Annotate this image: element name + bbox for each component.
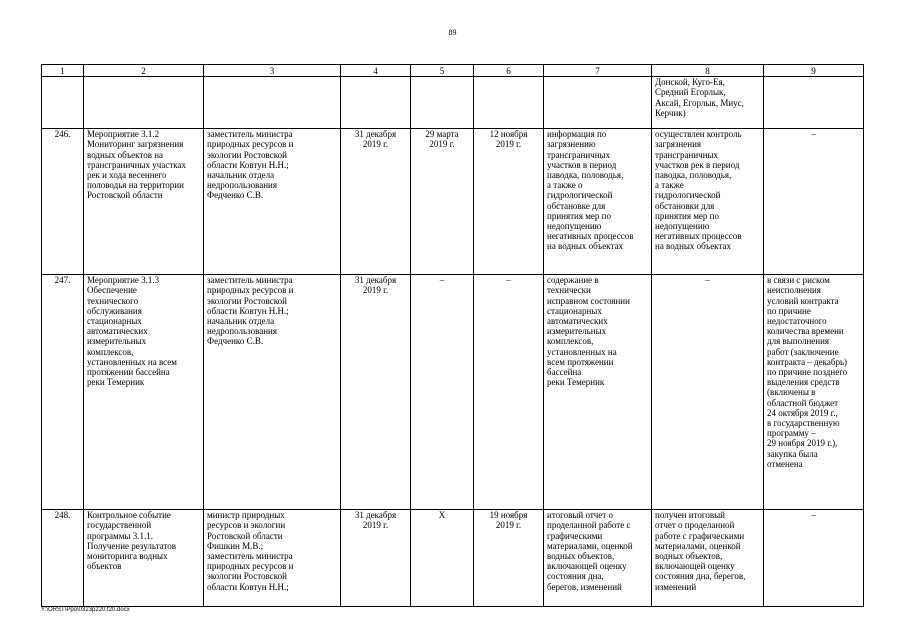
expected-result-cell: итоговый отчет о проделанной работе с графическими материалами, оценкой водных объектов, включающей оценку состояния дна, берегов, изменений — [544, 510, 652, 607]
reasons-cell: – — [764, 129, 864, 275]
column-number: 1 — [42, 65, 84, 77]
responsible-cell: заместитель министра природных ресурсов и экологии Ростовской области Ковтун Н.Н.; начальник отдела недропользования Федченко С.В. — [204, 129, 341, 275]
fact-start-cell: Х — [411, 510, 474, 607]
reasons-cell — [764, 77, 864, 129]
plan-date-cell — [341, 77, 411, 129]
column-number: 8 — [652, 65, 764, 77]
column-number: 3 — [204, 65, 341, 77]
responsible-cell — [204, 77, 341, 129]
achieved-result-cell: получен итоговый отчет о проделанной работе с графическими материалами, оценкой водных объектов, включающей оценку состояния дна, берегов, изменений — [652, 510, 764, 607]
column-number: 9 — [764, 65, 864, 77]
table-row — [42, 77, 864, 129]
plan-date-cell: 31 декабря 2019 г. — [341, 275, 411, 510]
reasons-cell: – — [764, 510, 864, 607]
fact-start-cell: 29 марта 2019 г. — [411, 129, 474, 275]
row-number: 247. — [42, 275, 84, 510]
responsible-cell: заместитель министра природных ресурсов и экологии Ростовской области Ковтун Н.Н.; начальник отдела недропользования Федченко С.В. — [204, 275, 341, 510]
column-number: 7 — [544, 65, 652, 77]
file-path-footer: Y:\ORST\Ppo\0323p220.f20.docx — [41, 607, 130, 613]
expected-result-cell — [544, 77, 652, 129]
achieved-result-cell: осуществлен контроль загрязнения трансграничных участков рек в период паводка, половодья, а также гидрологической обстановки для принятия мер по недопущению негативных процессов на водных объектах — [652, 129, 764, 275]
responsible-cell: министр природных ресурсов и экологии Ростовской области Фишкин М.В.; заместитель министра природных ресурсов и экологии Ростовской области Ковтун Н.Н.; — [204, 510, 341, 607]
table-row — [42, 129, 864, 275]
row-number: 248. — [42, 510, 84, 607]
fact-end-cell: – — [474, 275, 544, 510]
fact-end-cell: 12 ноября 2019 г. — [474, 129, 544, 275]
page-number: 89 — [448, 28, 457, 37]
fact-start-cell: – — [411, 275, 474, 510]
event-cell — [84, 77, 204, 129]
column-number: 4 — [341, 65, 411, 77]
achieved-result-cell: – — [652, 275, 764, 510]
column-number: 5 — [411, 65, 474, 77]
report-table — [41, 64, 864, 607]
table-header-row — [42, 65, 864, 77]
event-cell: Мероприятие 3.1.2 Мониторинг загрязнения водных объектов на трансграничных участках рек и хода весеннего половодья на территории Ростовской области — [84, 129, 204, 275]
fact-start-cell — [411, 77, 474, 129]
table-row — [42, 510, 864, 607]
achieved-result-cell: Донской, Куго-Ея, Средний Егорлык, Аксай, Егорлык, Миус, Керчик) — [652, 77, 764, 129]
event-cell: Мероприятие 3.1.3 Обеспечение технического обслуживания стационарных автоматических измерительных комплексов, установленных на всем протяжении бассейна реки Темерник — [84, 275, 204, 510]
expected-result-cell: информация по загрязнению трансграничных участков в период паводка, половодья, а также о гидрологической обстановке для принятия мер по недопущению негативных процессов на водных объектах — [544, 129, 652, 275]
plan-date-cell: 31 декабря 2019 г. — [341, 510, 411, 607]
fact-end-cell — [474, 77, 544, 129]
row-number: 246. — [42, 129, 84, 275]
reasons-cell: в связи с риском неисполнения условий контракта по причине недостаточного количества времени для выполнения работ (заключение контракта – декабрь) по причине позднего выделения средств (включены в областной бюджет 24 октября 2019 г., в государственную программу – 29 ноября 2019 г.), закупка была отменена — [764, 275, 864, 510]
fact-end-cell: 19 ноября 2019 г. — [474, 510, 544, 607]
expected-result-cell: содержание в технически исправном состоянии стационарных автоматических измерительных комплексов, установленных на всем протяжении бассейна реки Темерник — [544, 275, 652, 510]
plan-date-cell: 31 декабря 2019 г. — [341, 129, 411, 275]
column-number: 2 — [84, 65, 204, 77]
column-number: 6 — [474, 65, 544, 77]
row-number — [42, 77, 84, 129]
event-cell: Контрольное событие государственной программы 3.1.1. Получение результатов мониторинга водных объектов — [84, 510, 204, 607]
table-row — [42, 275, 864, 510]
